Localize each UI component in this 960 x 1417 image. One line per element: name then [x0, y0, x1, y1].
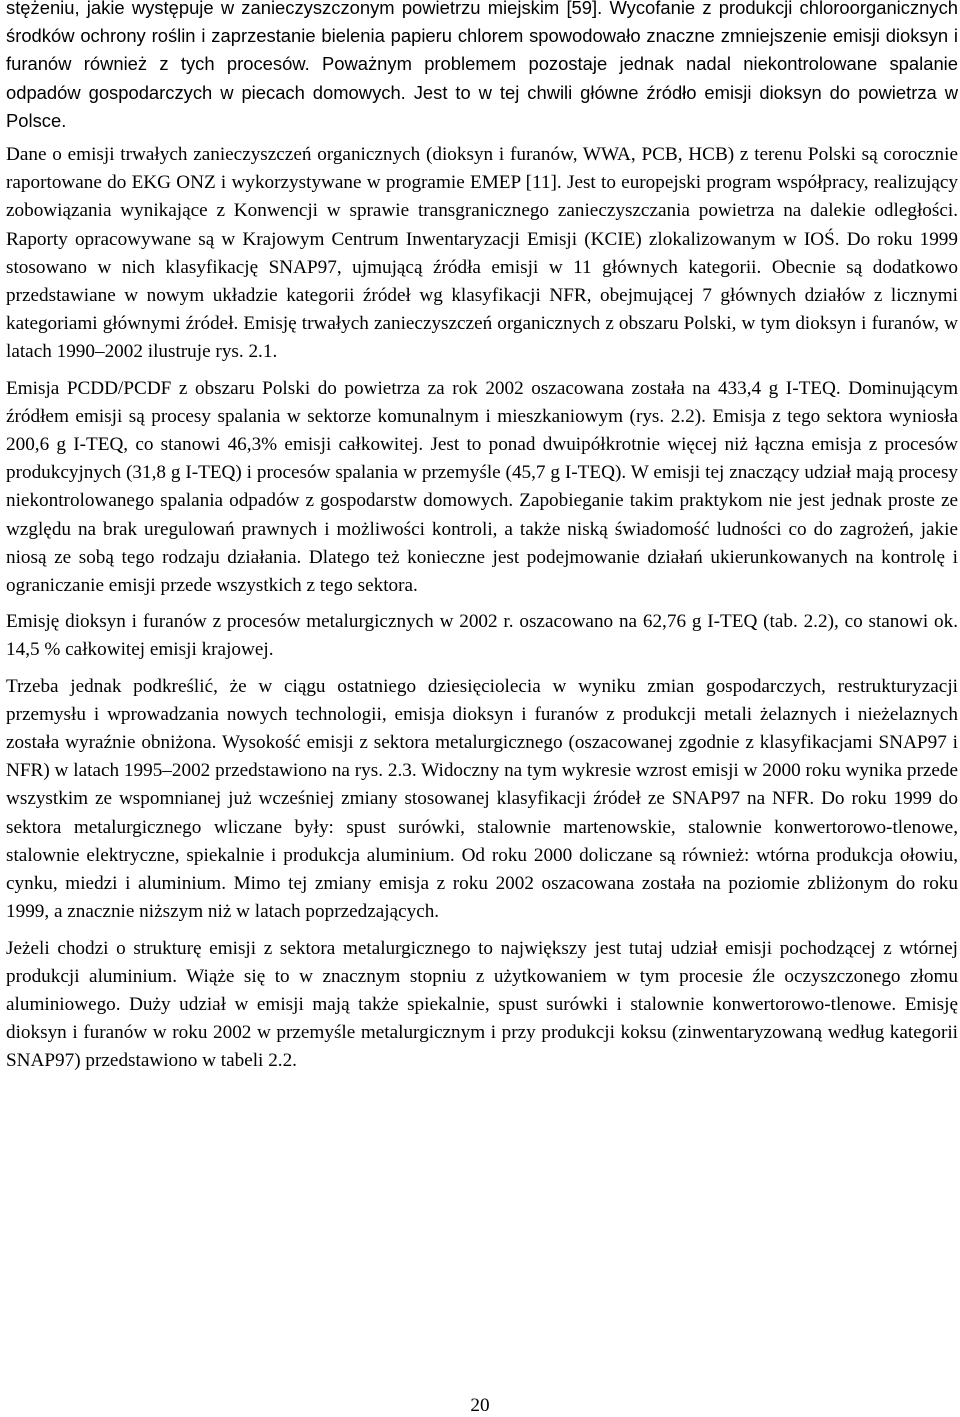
paragraph-metallurgical-emission: Emisję dioksyn i furanów z procesów metalurgicznych w 2002 r. oszacowano na 62,76 g I-TEQ (tab. 2.2), co stanowi ok. 14,5 % całkowitej emisji krajowej.: [6, 611, 958, 661]
paragraph-emission-structure: Jeżeli chodzi o strukturę emisji z sektora metalurgicznego to największy jest tutaj udział emisji pochodzącej z wtórnej produkcji aluminium. Wiąże się to w znacznym stopniu z użytkowaniem w tym procesie źle oczyszczonego złomu aluminiowego. Duży udział w emisji mają także spiekalnie, spust surówki i stalownie konwertorowo-tlenowe. Emisję dioksyn i furanów w roku 2002 w przemyśle metalurgicznym i przy produkcji koksu (zinwentaryzowaną według kategorii SNAP97) przedstawiono w tabeli 2.2.: [6, 937, 958, 1072]
paragraph-dioxin-sources: stężeniu, jakie występuje w zanieczyszczonym powietrzu miejskim [59]. Wycofanie z produkcji chloroorganicznych środków ochrony roślin i zaprzestanie bielenia papieru chlorem spowodowało znaczne zmniejszenie emisji dioksyn i furanów również z tych procesów. Poważnym problemem pozostaje jednak nadal niekontrolowane spalanie odpadów gospodarczych w piecach domowych. Jest to w tej chwili główne źródło emisji dioksyn do powietrza w Polsce.: [6, 0, 958, 131]
paragraph-pcdd-emission-2002: Emisja PCDD/PCDF z obszaru Polski do powietrza za rok 2002 oszacowana została na 433,4 g I-TEQ. Dominującym źródłem emisji są procesy spalania w sektorze komunalnym i mieszkaniowym (rys. 2.2). Emisja z tego sektora wyniosła 200,6 g I-TEQ, co stanowi 46,3% emisji całkowitej. Jest to ponad dwuipółkrotnie więcej niż łączna emisja z procesów produkcyjnych (31,8 g I-TEQ) i procesów spalania w przemyśle (45,7 g I-TEQ). W emisji tej znaczący udział mają procesy niekontrolowanego spalania odpadów z gospodarstw domowych. Zapobieganie takim praktykom nie jest jednak proste ze względu na brak uregulowań prawnych i możliwości kontroli, a także niską świadomość ludności co do zagrożeń, jakie niosą ze sobą tego rodzaju działania. Dlatego też konieczne jest podejmowanie działań ukierunkowanych na kontrolę i ograniczanie emisji przede wszystkich z tego sektora.: [6, 377, 958, 597]
page-number: 20: [470, 1395, 490, 1416]
paragraph-emission-reporting: Dane o emisji trwałych zanieczyszczeń organicznych (dioksyn i furanów, WWA, PCB, HCB) z terenu Polski są corocznie raportowane do EKG ONZ i wykorzystywane w programie EMEP [11]. Jest to europejski program współpracy, realizujący zobowiązania wynikające z Konwencji w sprawie transgranicznego zanieczyszczania powietrza na dalekie odległości. Raporty opracowywane są w Krajowym Centrum Inwentaryzacji Emisji (KCIE) zlokalizowanym w IOŚ. Do roku 1999 stosowano w nich klasyfikację SNAP97, ujmującą źródła emisji w 11 głównych kategorii. Obecnie są dodatkowo przedstawiane w nowym układzie kategorii źródeł wg klasyfikacji NFR, obejmującej 7 głównych działów z licznymi kategoriami głównymi źródeł. Emisję trwałych zanieczyszczeń organicznych z obszaru Polski, w tym dioksyn i furanów, w latach 1990–2002 ilustruje rys. 2.1.: [6, 144, 958, 363]
document-page: [6, 0, 958, 1076]
paragraph-emission-trends: Trzeba jednak podkreślić, że w ciągu ostatniego dziesięciolecia w wyniku zmian gospodarczych, restrukturyzacji przemysłu i wprowadzania nowych technologii, emisja dioksyn i furanów z produkcji metali żelaznych i nieżelaznych została wyraźnie obniżona. Wysokość emisji z sektora metalurgicznego (oszacowanej zgodnie z klasyfikacjami SNAP97 i NFR) w latach 1995–2002 przedstawiono na rys. 2.3. Widoczny na tym wykresie wzrost emisji w 2000 roku wynika przede wszystkim ze wspomnianej już wcześniej zmiany stosowanej klasyfikacji źródeł ze SNAP97 na NFR. Do roku 1999 do sektora metalurgicznego wliczane były: spust surówki, stalownie martenowskie, stalownie konwertorowo-tlenowe, stalownie elektryczne, spiekalnie i produkcja aluminium. Od roku 2000 doliczane są również: wtórna produkcja ołowiu, cynku, miedzi i aluminium. Mimo tej zmiany emisja z roku 2002 oszacowana została na poziomie zbliżonym do roku 1999, a znacznie niższym niż w latach poprzedzających.: [6, 675, 958, 923]
